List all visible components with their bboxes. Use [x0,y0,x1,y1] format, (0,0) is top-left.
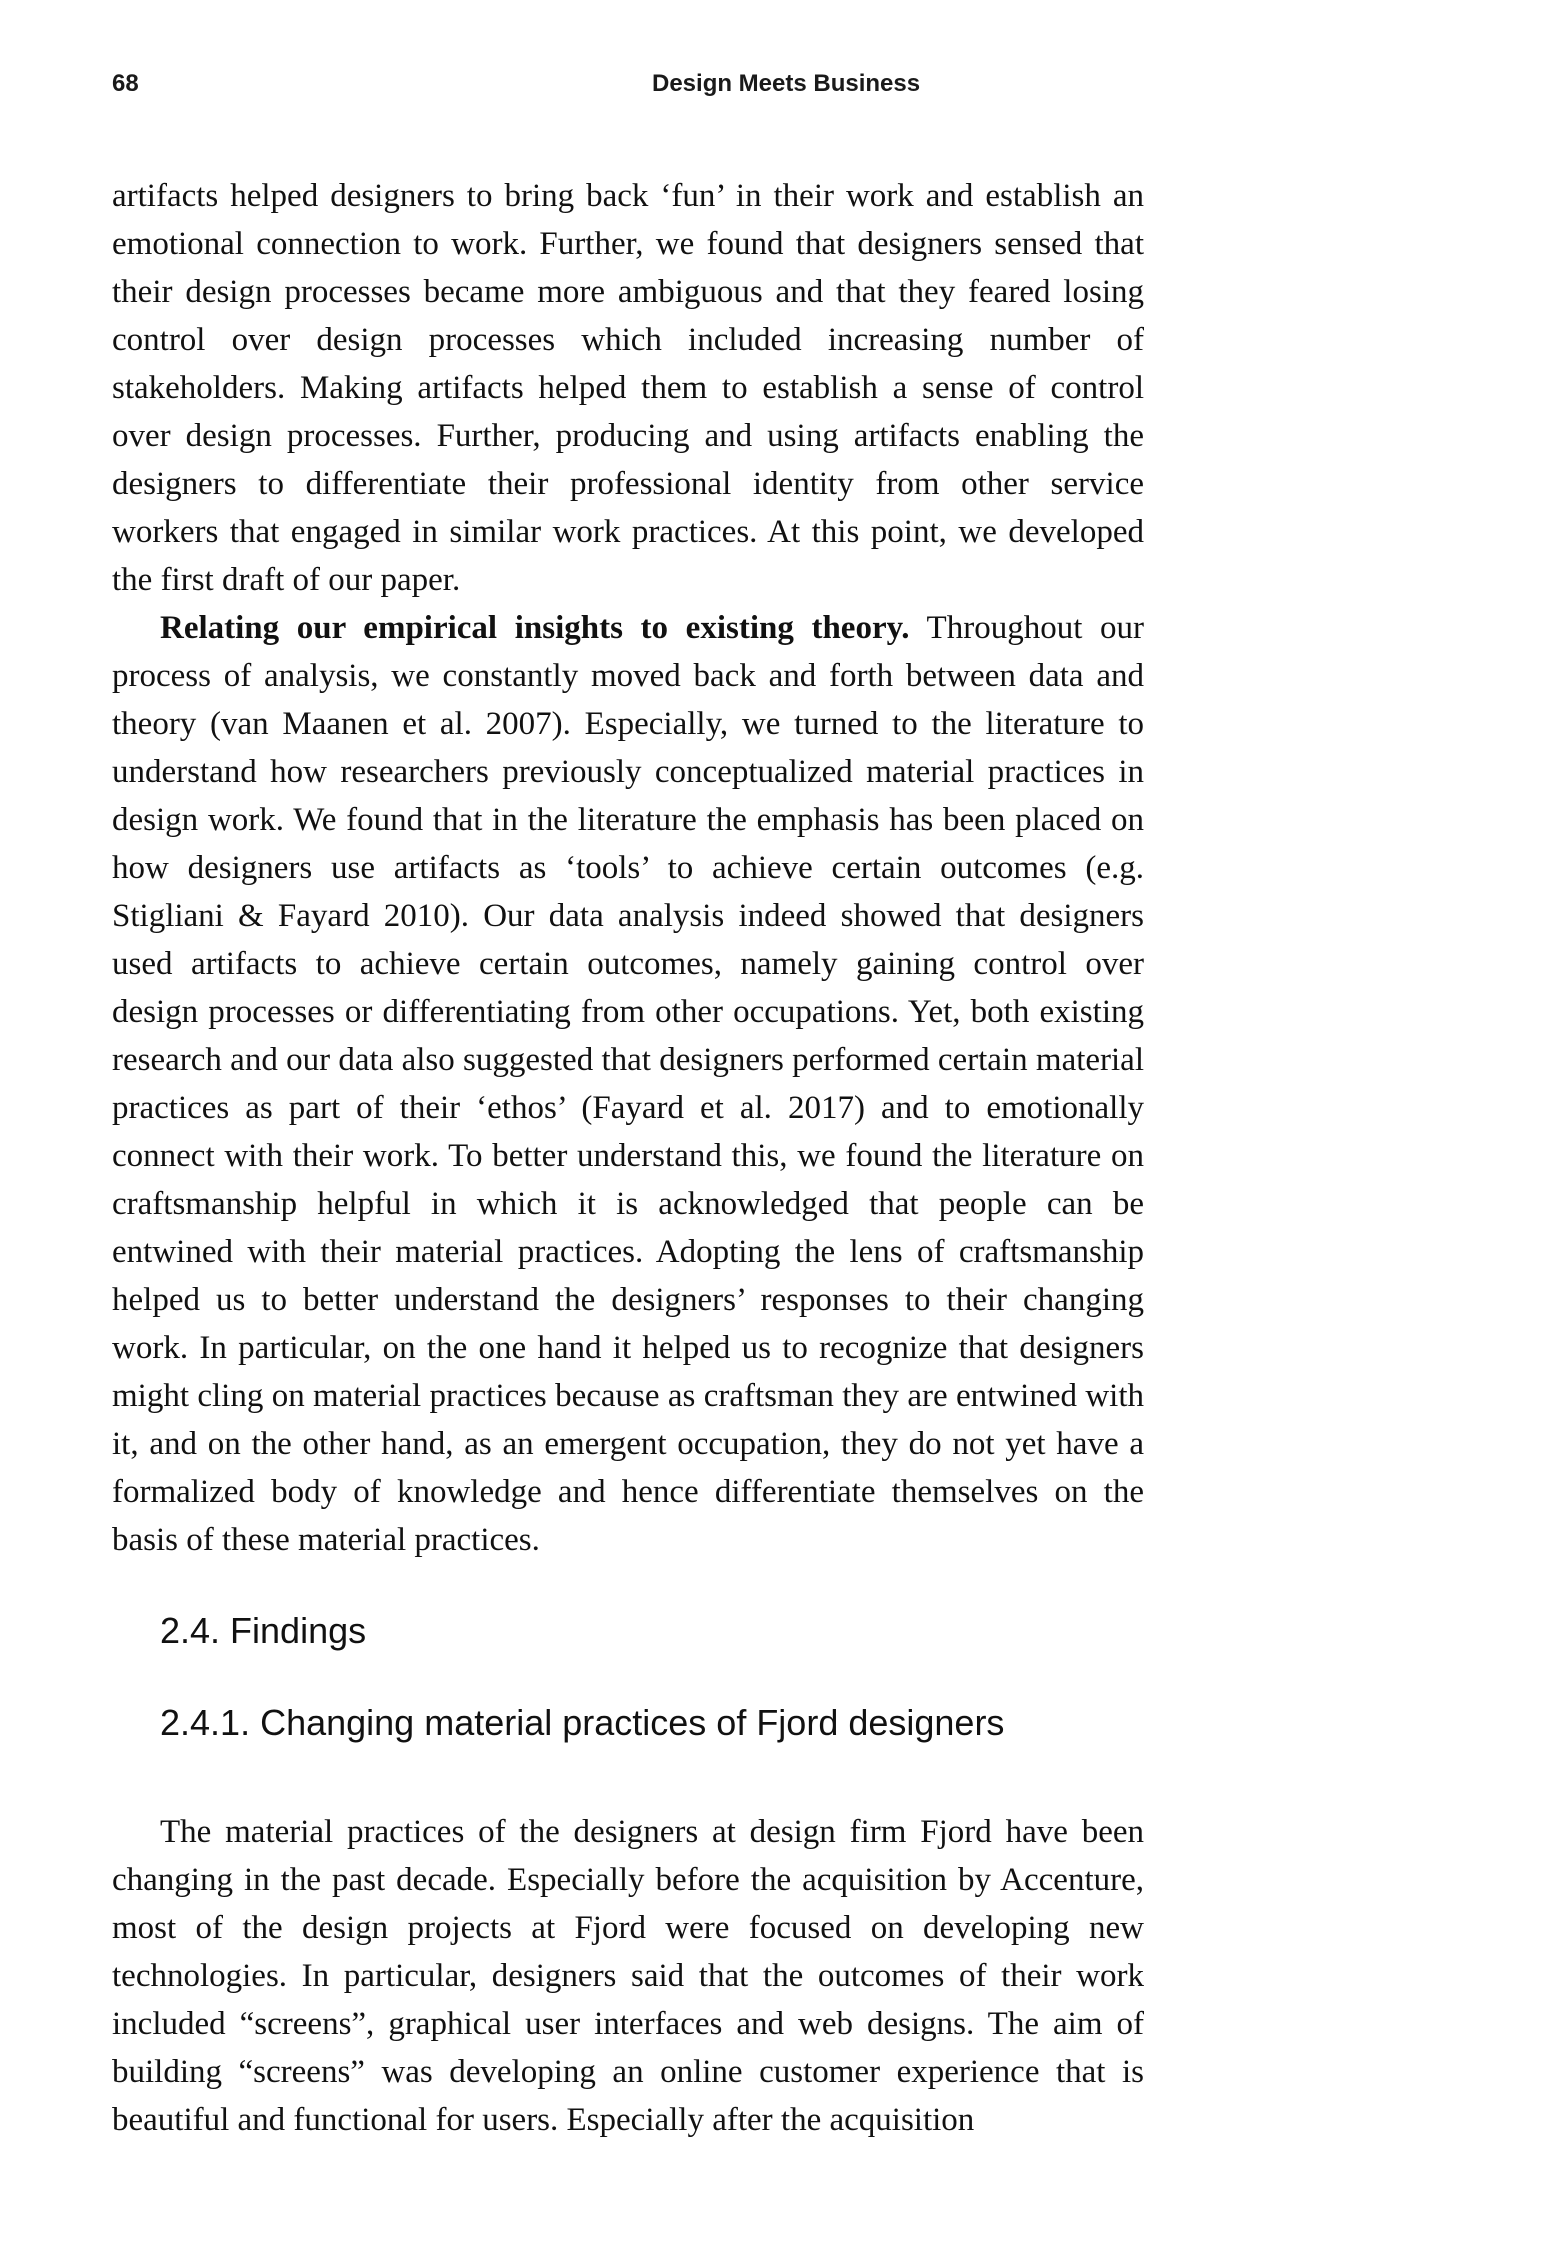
section-heading-findings: 2.4. Findings [160,1610,367,1651]
paragraph-continuation: artifacts helped designers to bring back ‘fun’ in their work and establish an emotional connection to work. Further, we found that designers sensed that their design processes became more ambiguous and that they feared losing control over design processes which included increasing number of stakeholders. Making artifacts helped them to establish a sense of control over design processes. Further, producing and using artifacts enabling the designers to differentiate their professional identity from other service workers that engaged in similar work practices. At this point, we developed the first draft of our paper. [112,178,1144,598]
subsection-heading-material-practices: 2.4.1. Changing material practices of Fjord designers [160,1702,1005,1743]
text-block-findings [112,1808,1144,2144]
paragraph-relating-body: Throughout our process of analysis, we constantly moved back and forth between data and theory (van Maanen et al. 2007). Especially, we turned to the literature to understand how researchers previously conceptualized material practices in design work. We found that in the literature the emphasis has been placed on how designers use artifacts as ‘tools’ to achieve certain outcomes (e.g. Stigliani & Fayard 2010). Our data analysis indeed showed that designers used artifacts to achieve certain outcomes, namely gaining control over design processes or differentiating from other occupations. Yet, both existing research and our data also suggested that designers performed certain material practices as part of their ‘ethos’ (Fayard et al. 2017) and to emotionally connect with their work. To better understand this, we found the literature on craftsmanship helpful in which it is acknowledged that people can be entwined with their material practices. Adopting the lens of craftsmanship helped us to better understand the designers’ responses to their changing work. In particular, on the one hand it helped us to recognize that designers might cling on material practices because as craftsman they are entwined with it, and on the other hand, as an emergent occupation, they do not yet have a formalized body of knowledge and hence differentiate themselves on the basis of these material practices. [112,610,1144,1558]
paragraph-relating-theory [112,604,1144,1564]
paragraph-findings: The material practices of the designers at design firm Fjord have been changing in the past decade. Especially before the acquisition by Accenture, most of the design projects at Fjord were focused on developing new technologies. In particular, designers said that the outcomes of their work included “screens”, graphical user interfaces and web designs. The aim of building “screens” was developing an online customer experience that is beautiful and functional for users. Especially after the acquisition [112,1814,1144,2138]
running-title: Design Meets Business [652,70,921,97]
run-in-heading: Relating our empirical insights to existing theory. [160,610,910,646]
running-header [112,70,1142,104]
page-number: 68 [112,70,139,97]
text-block-method [112,172,1144,1564]
